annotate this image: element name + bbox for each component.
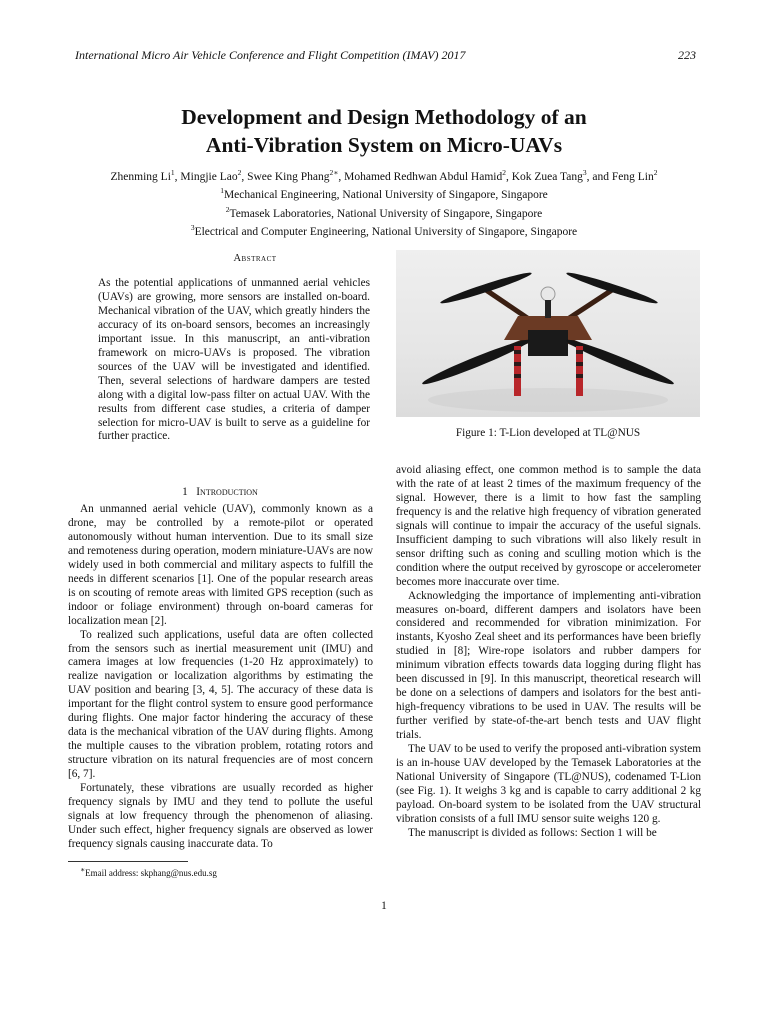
author-name: Feng Lin (611, 170, 654, 183)
section-title: Introduction (196, 486, 258, 498)
abstract-heading: Abstract (233, 253, 277, 264)
paragraph: Fortunately, these vibrations are usually recorded as higher frequency signals by IMU and they tend to pollute the useful signals at low frequency through the phenomenon of aliasing. Under such effect, higher frequency signals are observed as lower frequency signals causing inaccurate data. To (68, 782, 373, 850)
corresponding-email: Email address: skphang@nus.edu.sg (85, 868, 217, 878)
figure-1-uav-photo (396, 250, 700, 417)
running-header (75, 48, 696, 63)
affiliation-mark: 3 (582, 168, 587, 177)
figure-caption: Figure 1: T-Lion developed at TL@NUS (455, 427, 641, 439)
author-name: Kok Zuea Tang (511, 170, 583, 183)
affiliation-3: $^3$Electrical and Computer Engineering, National University of Singapore, Singapore (190, 222, 578, 238)
footnote-rule (68, 861, 188, 862)
section-heading-introduction (68, 486, 372, 498)
journal-page-number: 223 (678, 48, 696, 62)
paragraph: To realized such applications, useful data are often collected from the sensors such as inertial measurement unit (IMU) and camera images at low frequencies (1-20 Hz approximately) to realize navigation or localization algorithms by estimating the UAV position and bearing [3, 4, 5]. The accuracy of these data is important for the flight control system to ensure good performance during flights. One major factor hindering the accuracy of these data is the mechanical vibration of the UAV during flights. Among the multiple causes to the vibration problem, rotating rotors and structure vibration on its natural frequencies are of most concern [6, 7]. (68, 628, 373, 781)
left-column-body (68, 503, 373, 852)
right-column-body (396, 464, 701, 841)
affiliation-mark: 2 (502, 168, 506, 177)
paragraph: avoid aliasing effect, one common method is to sample the data with the rate of at least 2 times of the maximum frequency of the signal. However, there is a limit to how fast the sampling frequency is and the relative high frequency of vibration generated signals will continue to impair the accuracy of the useful signals. Insufficient damping to such vibrations will also likely result in sensor drifting such as coning and sculling motion which is the condition where the output received by gyroscope or accelerometer becomes more inaccurate over time. (396, 464, 701, 588)
title-line-1: Development and Design Methodology of an (181, 105, 587, 129)
paragraph: Acknowledging the importance of implementing anti-vibration measures on-board, different dampers and isolators have been considered and recommended for vibration minimization. For instants, Kyosho Zeal sheet and its performances have been briefly studied in [8]; Wire-rope isolators and rubber dampers for minimum vibration effects towards data logging during flight has been discussed in [9]. In this manuscript, theoretical research will be done on a selections of dampers and isolators for the best anti-high-frequency vibrations to be used in UAV. The results will be further verified by state-of-the-art bench tests and UAV flight trials. (396, 589, 701, 742)
abstract-paragraph: As the potential applications of unmanned aerial vehicles (UAVs) are growing, more sensors are installed on-board. Mechanical vibration of the UAV, which greatly hinders the accuracy of its on-board sensors, becomes an increasingly important issue. In this manuscript, an anti-vibration framework on micro-UAVs is proposed. The vibration sources of the UAV will be investigated and identified. Then, several selections of hardware dampers are tested along with a digital low-pass filter on actual UAV. With the results from different case studies, a criteria of damper selection for micro-UAV is built to serve as a guideline for further practice. (98, 277, 370, 443)
author-name: Mohamed Redhwan Abdul Hamid (344, 170, 503, 183)
author-name: Swee King Phang (247, 170, 330, 183)
page-footer-number: 1 (381, 900, 387, 912)
footnote: ∗Email address: skphang@nus.edu.sg (80, 865, 217, 878)
author-list: Zhenming Li$^1$, Mingjie Lao$^2$, Swee King Phang$^{2∗}$, Mohamed Redhwan Abdul Hamid$^2$, Kok Zuea Tang$^3$, and Feng Lin$^2$ (110, 168, 658, 183)
affiliation-mark: 2 (653, 168, 658, 177)
paper-title (0, 103, 768, 159)
conference-name: International Micro Air Vehicle Conference and Flight Competition (IMAV) 2017 (75, 48, 466, 62)
abstract-text (98, 277, 370, 444)
affiliation-1: $^1$Mechanical Engineering, National University of Singapore, Singapore (220, 186, 548, 202)
quadrotor-illustration (396, 250, 700, 417)
author-name: Mingjie Lao (180, 170, 238, 183)
paragraph: The UAV to be used to verify the proposed anti-vibration system is an in-house UAV developed by the Temasek Laboratories at the National University of Singapore (TL@NUS), codenamed T-Lion (see Fig. 1). It weighs 3 kg and is capable to carry additional 2 kg payload. On-board system to be isolated from the UAV structural vibration consists of a full IMU sensor suite weighs 120 g. (396, 743, 701, 825)
section-number: 1 (182, 486, 188, 498)
affiliation-mark: 2 (237, 168, 242, 177)
affiliation-mark: 1 (170, 168, 175, 177)
affiliation-mark: 2∗ (329, 168, 339, 177)
affiliation-2: $^2$Temasek Laboratories, National University of Singapore, Singapore (225, 204, 543, 220)
title-line-2: Anti-Vibration System on Micro-UAVs (205, 133, 563, 157)
author-name: Zhenming Li (110, 170, 171, 183)
author-block (0, 166, 768, 239)
paragraph: The manuscript is divided as follows: Section 1 will be (408, 826, 657, 839)
paragraph: An unmanned aerial vehicle (UAV), commonly known as a drone, may be controlled by a remote-pilot or operated autonomously without human intervention. Due to its small size and remoteness during operation, modern miniature-UAVs are now widely used in both commercial and military aspects to fulfill the needs in different scenarios [1]. One of the popular research areas is on scouting of remote areas with limited GPS reception (such as indoor or foliage environment) through on-board cameras for localization mean [2]. (68, 503, 373, 627)
